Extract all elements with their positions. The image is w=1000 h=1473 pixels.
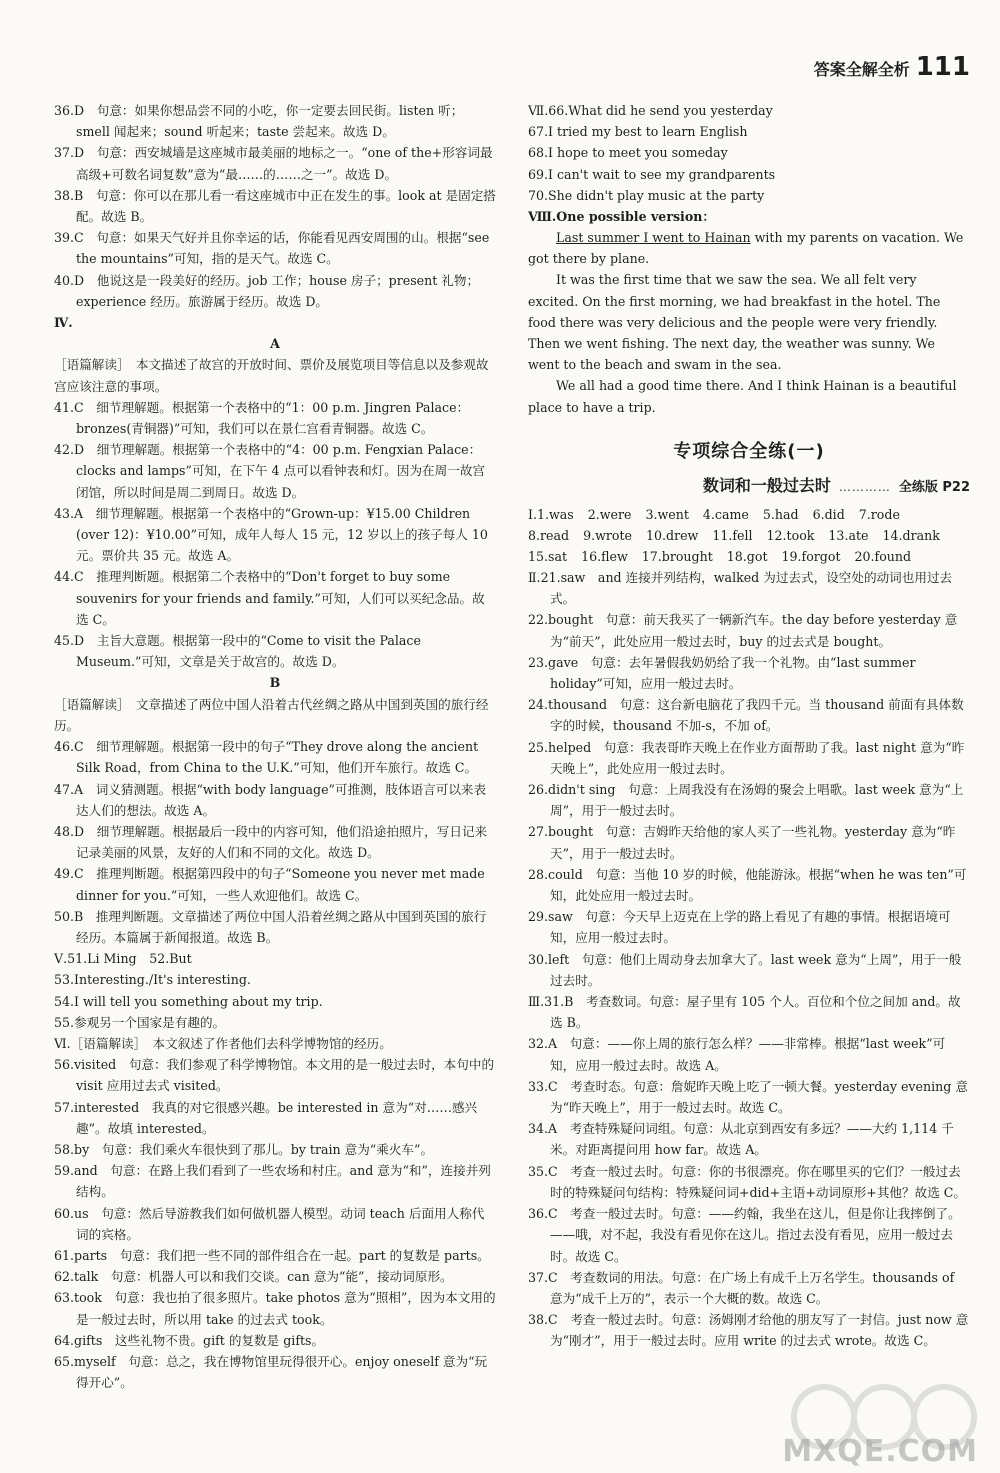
answer-cell: 10.drew	[645, 528, 699, 544]
answer-entry: 37.D 句意：西安城墙是这座城市最美丽的地标之一。“one of the+形容词最高级+可数名词复数”意为“最……的……之一”。故选 D。	[54, 145, 493, 182]
answer-entry: 38.B 句意：你可以在那儿看一看这座城市中正在发生的事。look at 是固定搭配。故选 B。	[54, 187, 496, 225]
special-subtitle: 数词和一般过去时	[702, 476, 831, 495]
answer-cell: 20.found	[854, 549, 912, 565]
answer-cell: 13.ate	[828, 528, 869, 544]
essay-paragraph-1	[528, 227, 970, 269]
answer-cell: 3.went	[645, 507, 689, 522]
answer-entry: 44.C 推理判断题。根据第二个表格中的“Don't forget to buy some souvenirs for your friends and family.”可知，人们可以买纪念品。故选 C。	[54, 569, 485, 627]
section-label: B	[269, 675, 281, 691]
answer-entry: 59.and 句意：在路上我们看到了一些农场和村庄。and 意为“和”，连接并列结构。	[54, 1163, 491, 1200]
answer-entry: 37.C 考查数词的用法。句意：在广场上有成千上万名学生。thousands of 意为“成千上万的”，表示一个大概的数。故选 C。	[528, 1269, 955, 1306]
answer-cell: 12.took	[766, 528, 815, 544]
answer-entry: 33.C 考查时态。句意：詹妮昨天晚上吃了一顿大餐。yesterday evening 意为“昨天晚上”，用于一般过去时。故选 C。	[528, 1078, 968, 1116]
section-heading: Ⅷ.One possible version：	[528, 209, 715, 225]
answer-entry: 36.C 考查一般过去时。句意：——约翰，我坐在这儿，但是你让我摔倒了。——哦，对不起，我没有看见你在这儿。指过去没有看见，应用一般过去时。故选 C。	[528, 1206, 961, 1264]
answer-entry: 23.gave 句意：去年暑假我奶奶给了我一个礼物。由“last summer holiday”可知，应用一般过去时。	[528, 654, 916, 692]
answer-row	[528, 546, 970, 567]
answer-cell: 6.did	[812, 507, 845, 522]
essay-paragraph-3: We all had a good time there. And I think Hainan is a beautiful place to have a trip.	[528, 378, 957, 415]
answer-entry: 30.left 句意：他们上周动身去加拿大了。last week 意为“上周”，用于一般过去时。	[528, 951, 962, 988]
answer-cell: 16.flew	[581, 549, 628, 565]
right-column-bottom	[528, 567, 970, 1352]
answer-cell: 11.fell	[712, 528, 753, 544]
answer-entry: 45.D 主旨大意题。根据第一段中的“Come to visit the Palace Museum.”可知，文章是关于故宫的。故选 D。	[54, 633, 421, 670]
answer-entry: 48.D 细节理解题。根据最后一段中的内容可知，他们沿途拍照片，写日记来记录美丽的风景，友好的人们和不同的文化。故选 D。	[54, 823, 488, 861]
answer-entry: 46.C 细节理解题。根据第一段中的句子“They drove along the ancient Silk Road，from China to the U.K.”可知，他们开车旅行。故选 C。	[54, 739, 479, 776]
answer-entry: 55.参观另一个国家是有趣的。	[54, 1014, 226, 1030]
answer-entry: 35.C 考查一般过去时。句意：你的书很漂亮。你在哪里买的它们？一般过去时的特殊疑问句结构：特殊疑问词+did+主语+动词原形+其他？故选 C。	[528, 1163, 967, 1200]
answer-entry: Ⅵ.［语篇解读］ 本文叙述了作者他们去科学博物馆的经历。	[54, 1035, 392, 1051]
answer-cell: 17.brought	[641, 549, 713, 565]
answer-entry: 64.gifts 这些礼物不贵。gift 的复数是 gifts。	[54, 1332, 325, 1348]
sample-essay	[528, 227, 970, 418]
answer-entry: 58.by 句意：我们乘火车很快到了那儿。by train 意为“乘火车”。	[54, 1141, 434, 1157]
watermark-text: MXQE.COM	[782, 1434, 978, 1469]
essay-paragraph-1-rest: with my parents on vacation. We got there by plane.	[528, 230, 964, 267]
answer-entry: 36.D 句意：如果你想品尝不同的小吃，你一定要去回民街。listen 听；smell 闻起来；sound 听起来；taste 尝起来。故选 D。	[54, 103, 464, 140]
answer-cell: 15.sat	[528, 549, 568, 565]
essay-underlined-phrase: Last summer I went to Hainan	[556, 230, 751, 245]
answer-entry: ［语篇解读］ 文章描述了两位中国人沿着古代丝绸之路从中国到英国的旅行经历。	[54, 696, 489, 733]
leader-dots: …………	[838, 480, 891, 494]
answer-entry: 34.A 考查特殊疑问词组。句意：从北京到西安有多远？——大约 1,114 千米。对距离提问用 how far。故选 A。	[528, 1121, 954, 1158]
answer-cell: Ⅰ.1.was	[528, 507, 574, 522]
answer-entry: 62.talk 句意：机器人可以和我们交谈。can 意为“能”，接动词原形。	[54, 1269, 453, 1285]
answer-entry: 57.interested 我真的对它很感兴趣。be interested in 意为“对……感兴趣”。故填 interested。	[54, 1099, 478, 1136]
answer-entry: 70.She didn't play music at the party	[528, 187, 765, 203]
answer-entry: 38.C 考查一般过去时。句意：汤姆刚才给他的朋友写了一封信。just now 意为“刚才”，用于一般过去时。应用 write 的过去式 wrote。故选 C。	[528, 1312, 969, 1349]
answer-entry: 49.C 推理判断题。根据第四段中的句子“Someone you never met made dinner for you.”可知，一些人欢迎他们。故选 C。	[54, 866, 485, 903]
answer-entry: 68.I hope to meet you someday	[528, 145, 728, 161]
right-column-top	[528, 100, 970, 227]
answer-entry: Ⅶ.66.What did he send you yesterday	[528, 103, 773, 118]
answer-entry: Ⅴ.51.Li Ming 52.But	[54, 951, 192, 967]
answer-entry: 22.bought 句意：前天我买了一辆新汽车。the day before yesterday 意为“前天”，此处应用一般过去时，buy 的过去式是 bought。	[528, 612, 958, 649]
answer-entry: 41.C 细节理解题。根据第一个表格中的“1：00 p.m. Jingren Palace：bronzes(青铜器)”可知，我们可以在景仁宫看青铜器。故选 C。	[54, 399, 470, 437]
answer-entry: Ⅲ.31.B 考查数词。句意：屋子里有 105 个人。百位和个位之间加 and。故选 B。	[528, 994, 961, 1031]
page-number: 111	[915, 52, 970, 82]
answer-grid	[528, 504, 970, 568]
answer-entry: 60.us 句意：然后导游教我们如何做机器人模型。动词 teach 后面用人称代词的宾格。	[54, 1205, 485, 1242]
answer-entry: 26.didn't sing 句意：上周我没有在汤姆的聚会上唱歌。last week 意为“上周”，用于一般过去时。	[528, 782, 964, 819]
answer-entry: 65.myself 句意：总之，我在博物馆里玩得很开心。enjoy oneself 意为“玩得开心”。	[54, 1353, 488, 1391]
answer-entry: 63.took 句意：我也拍了很多照片。take photos 意为“照相”，因为本文用的是一般过去时，所以用 take 的过去式 took。	[54, 1290, 496, 1327]
answer-entry: 29.saw 句意：今天早上迈克在上学的路上看见了有趣的事情。根据语境可知，应用一般过去时。	[528, 909, 951, 946]
answer-entry: 40.D 他说这是一段美好的经历。job 工作；house 房子；present 礼物；experience 经历。旅游属于经历。故选 D。	[54, 272, 480, 309]
answer-entry: 39.C 句意：如果天气好并且你幸运的话，你能看见西安周围的山。根据“see the mountains”可知，指的是天气。故选 C。	[54, 230, 490, 267]
answer-entry: 28.could 句意：当他 10 岁的时候，他能游泳。根据“when he was ten”可知，此处应用一般过去时。	[528, 866, 967, 904]
answer-entry: 61.parts 句意：我们把一些不同的部件组合在一起。part 的复数是 parts。	[54, 1247, 490, 1263]
answer-entry: 27.bought 句意：吉姆昨天给他的家人买了一些礼物。yesterday 意为“昨天”，用于一般过去时。	[528, 824, 956, 861]
section-heading: Ⅳ.	[54, 315, 73, 331]
answer-entry: ［语篇解读］ 本文描述了故宫的开放时间、票价及展览项目等信息以及参观故宫应该注意的事项。	[54, 357, 489, 394]
answer-cell: 5.had	[762, 507, 799, 522]
special-section-heading	[528, 437, 970, 496]
header-title: 答案全解全析	[813, 60, 910, 79]
answer-entry: 42.D 细节理解题。根据第一个表格中的“4：00 p.m. Fengxian Palace：clocks and lamps”可知，在下午 4 点可以看钟表和灯。因为在周一故宫闭馆，所以时间是周二到周日。故选 D。	[54, 442, 486, 500]
answer-entry: 69.I can't wait to see my grandparents	[528, 166, 776, 182]
answer-entry: 25.helped 句意：我表哥昨天晚上在作业方面帮助了我。last night 意为“昨天晚上”，此处应用一般过去时。	[528, 739, 965, 776]
answer-entry: 43.A 细节理解题。根据第一个表格中的“Grown-up：¥15.00 Children (over 12)：¥10.00”可知，成年人每人 15 元，12 岁以上的孩子每人 10 元。票价共 35 元。故选 A。	[54, 505, 488, 564]
answer-entry: 32.A 句意：——你上周的旅行怎么样？——非常棒。根据“last week”可知，应用一般过去时。故选 A。	[528, 1036, 946, 1073]
answer-entry: 47.A 词义猜测题。根据“with body language”可推测，肢体语言可以来表达人们的想法。故选 A。	[54, 781, 487, 818]
answer-row	[528, 525, 970, 546]
answer-entry: 50.B 推理判断题。文章描述了两位中国人沿着丝绸之路从中国到英国的旅行经历。本篇属于新闻报道。故选 B。	[54, 908, 487, 945]
special-title: 专项综合全练(一)	[673, 441, 825, 462]
section-label: A	[270, 336, 280, 352]
answer-row	[528, 504, 970, 525]
answer-cell: 9.wrote	[583, 528, 632, 544]
left-column	[54, 100, 496, 1393]
answer-cell: 19.forgot	[781, 549, 841, 565]
answer-entry: 53.Interesting./It's interesting.	[54, 972, 251, 988]
answer-entry: 56.visited 句意：我们参观了科学博物馆。本文用的是一般过去时，本句中的 visit 应用过去式 visited。	[54, 1057, 495, 1094]
answer-cell: 8.read	[528, 528, 570, 544]
answer-entry: 54.I will tell you something about my trip.	[54, 993, 323, 1009]
answer-cell: 18.got	[726, 549, 768, 565]
page-reference: 全练版 P22	[898, 480, 970, 495]
answer-entry: 67.I tried my best to learn English	[528, 124, 748, 140]
answer-entry: Ⅱ.21.saw and 连接并列结构，walked 为过去式，设空处的动词也用过去式。	[528, 570, 953, 607]
special-subtitle-row	[528, 473, 970, 496]
answer-cell: 7.rode	[858, 507, 900, 522]
essay-paragraph-2: It was the first time that we saw the sea. We all felt very excited. On the first morning, we had breakfast in the hotel. The food there was very delicious and the people were very friendly. Then we went fishing. The next day, the weather was sunny. We went to the beach and swam in the sea.	[528, 272, 941, 373]
answer-entry: 24.thousand 句意：这台新电脑花了我四千元。当 thousand 前面有具体数字的时候，thousand 不加-s，不加 of。	[528, 697, 964, 734]
answer-cell: 4.came	[702, 507, 749, 522]
answer-cell: 14.drank	[882, 528, 940, 544]
answer-cell: 2.were	[587, 507, 632, 522]
page-header	[814, 52, 970, 82]
